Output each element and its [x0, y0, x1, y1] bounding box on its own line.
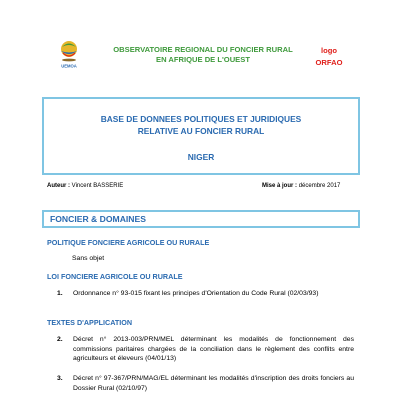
list-item: [57, 335, 354, 364]
list-item-text: Ordonnance n° 93-015 fixant les principes d'Orientation du Code Rural (02/03/93): [73, 290, 319, 297]
organization-title: [96, 45, 310, 65]
author-name: Vincent BASSERIE: [71, 183, 124, 189]
politique-heading: POLITIQUE FONCIERE AGRICOLE OU RURALE: [47, 238, 210, 247]
list-item: [57, 289, 354, 299]
organization-line-1: OBSERVATOIRE REGIONAL DU FONCIER RURAL: [113, 45, 293, 54]
update-date: décembre 2017: [298, 183, 341, 189]
list-item-number: 1.: [57, 290, 63, 297]
politique-text: Sans objet: [72, 255, 105, 262]
logo-caption: UEMOA: [61, 63, 77, 69]
list-item-text: Décret n° 2013-003/PRN/MEL déterminant les modalités de fonctionnement des commissions paritaires chargées de la conciliation dans le règlement des conflits entre agriculteurs et éleveurs (04/01/13): [73, 336, 354, 362]
country-name: NIGER: [187, 152, 215, 162]
section-title: FONCIER & DOMAINES: [50, 214, 146, 224]
loi-heading: LOI FONCIERE AGRICOLE OU RURALE: [47, 272, 183, 281]
document-title-box: [42, 97, 360, 175]
logo-placeholder: [311, 45, 347, 69]
author-label: Auteur :: [47, 183, 70, 189]
section-title-box: [42, 210, 360, 228]
uemoa-logo: [57, 38, 81, 70]
author-info: [47, 182, 123, 190]
uemoa-emblem-icon: [57, 38, 81, 70]
logo-placeholder-line-2: ORFAO: [315, 58, 343, 67]
update-info: [262, 182, 340, 190]
list-item-number: 2.: [57, 336, 63, 343]
logo-placeholder-line-1: logo: [320, 46, 338, 55]
document-title-line-1: BASE DE DONNEES POLITIQUES ET JURIDIQUES: [100, 114, 302, 124]
organization-line-2: EN AFRIQUE DE L'OUEST: [156, 55, 250, 64]
document-title-line-2: RELATIVE AU FONCIER RURAL: [137, 126, 265, 136]
list-item-number: 3.: [57, 375, 63, 382]
list-item-text: Décret n° 97-367/PRN/MAG/EL déterminant les modalités d'inscription des droits fonciers au Dossier Rural (02/10/97): [73, 375, 354, 392]
list-item: [57, 374, 354, 393]
textes-heading: TEXTES D'APPLICATION: [47, 318, 133, 327]
update-label: Mise à jour :: [262, 183, 298, 189]
